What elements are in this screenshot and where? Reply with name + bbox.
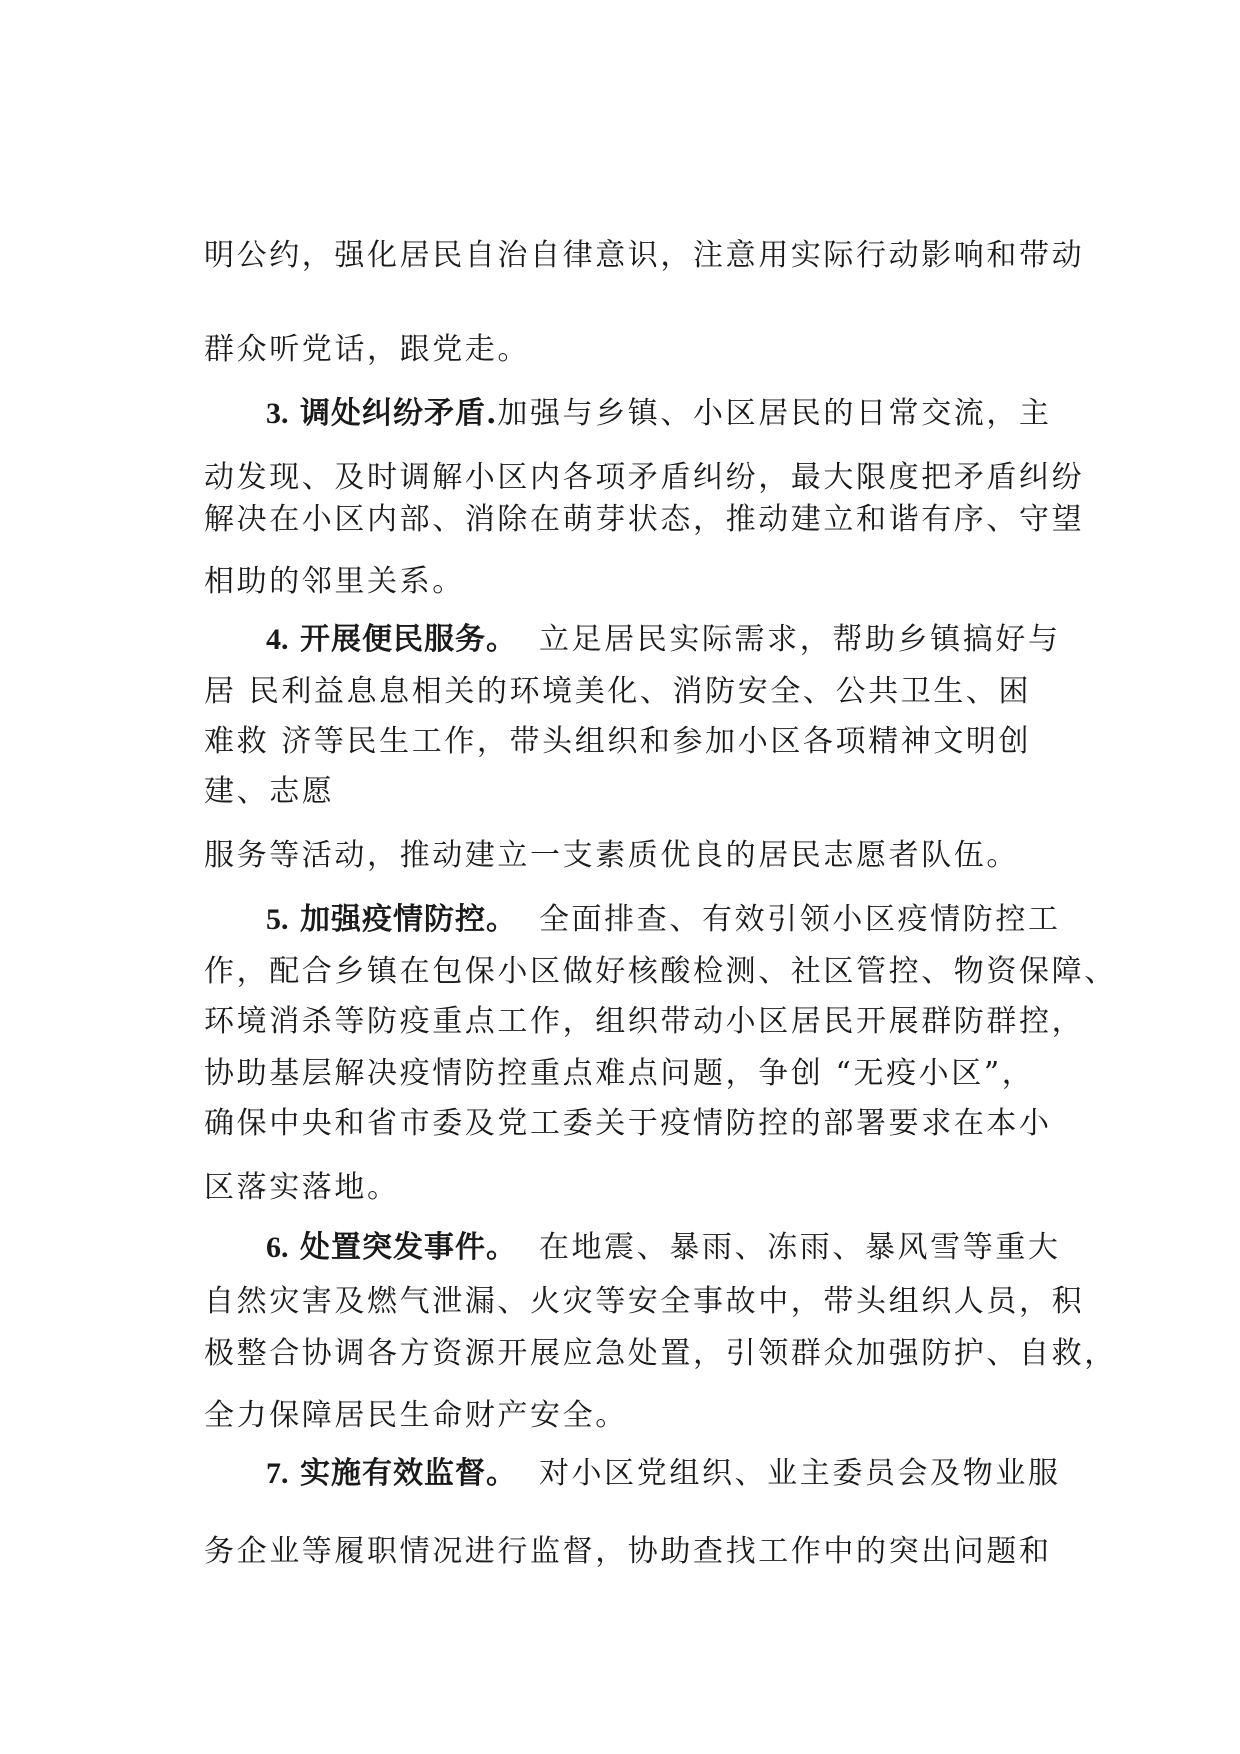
body-line: 确保中央和省市委及党工委关于疫情防控的部署要求在本小: [204, 1106, 1052, 1141]
section-4-first-line: [266, 620, 1061, 660]
section-5-first-line: [266, 900, 1061, 940]
body-line: 解决在小区内部、消除在萌芽状态，推动建立和谐有序、守望: [204, 502, 1085, 537]
body-line: 难救 济等民生工作，带头组织和参加小区各项精神文明创: [204, 724, 1032, 759]
body-line: 极整合协调各方资源开展应急处置，引领群众加强防护、自救，: [204, 1336, 1117, 1371]
section-7-first-line: [266, 1454, 1061, 1494]
section-6-first-line: [266, 1228, 1061, 1268]
body-line: 区落实落地。: [204, 1170, 400, 1205]
body-line: 动发现、及时调解小区内各项矛盾纠纷，最大限度把矛盾纠纷: [204, 460, 1085, 495]
section-5-heading: 5. 加强疫情防控。: [266, 902, 517, 937]
body-line: 协助基层解决疫情防控重点难点问题，争创 “无疫小区”，: [204, 1056, 1035, 1091]
section-3-heading: 3. 调处纠纷矛盾.: [266, 396, 498, 431]
body-line: 自然灾害及燃气泄漏、火灾等安全事故中，带头组织人员，积: [204, 1284, 1085, 1319]
body-text: 全面排查、有效引领小区疫情防控工: [538, 902, 1061, 937]
body-line: 相助的邻里关系。: [204, 564, 465, 599]
body-text: 对小区党组织、业主委员会及物业服: [538, 1456, 1061, 1491]
body-line: 环境消杀等防疫重点工作，组织带动小区居民开展群防群控，: [204, 1004, 1085, 1039]
body-line: 居 民利益息息相关的环境美化、消防安全、公共卫生、困: [204, 674, 1032, 709]
body-line: 全力保障居民生命财产安全。: [204, 1398, 628, 1433]
body-text: 加强与乡镇、小区居民的日常交流，主: [497, 396, 1052, 431]
section-3-first-line: [266, 394, 1052, 434]
section-7-heading: 7. 实施有效监督。: [266, 1456, 517, 1491]
body-line: 明公约，强化居民自治自律意识，注意用实际行动影响和带动: [204, 238, 1085, 273]
body-text: 在地震、暴雨、冻雨、暴风雪等重大: [538, 1230, 1061, 1265]
body-line: 务企业等履职情况进行监督，协助查找工作中的突出问题和: [204, 1534, 1052, 1569]
section-4-heading: 4. 开展便民服务。: [266, 622, 517, 657]
body-line: 群众听党话，跟党走。: [204, 332, 530, 367]
body-text: 立足居民实际需求，帮助乡镇搞好与: [538, 622, 1061, 657]
body-line: 建、志愿: [204, 774, 335, 809]
section-6-heading: 6. 处置突发事件。: [266, 1230, 517, 1265]
body-line: 服务等活动，推动建立一支素质优良的居民志愿者队伍。: [204, 838, 1019, 873]
body-line: 作，配合乡镇在包保小区做好核酸检测、社区管控、物资保障、: [204, 954, 1117, 989]
